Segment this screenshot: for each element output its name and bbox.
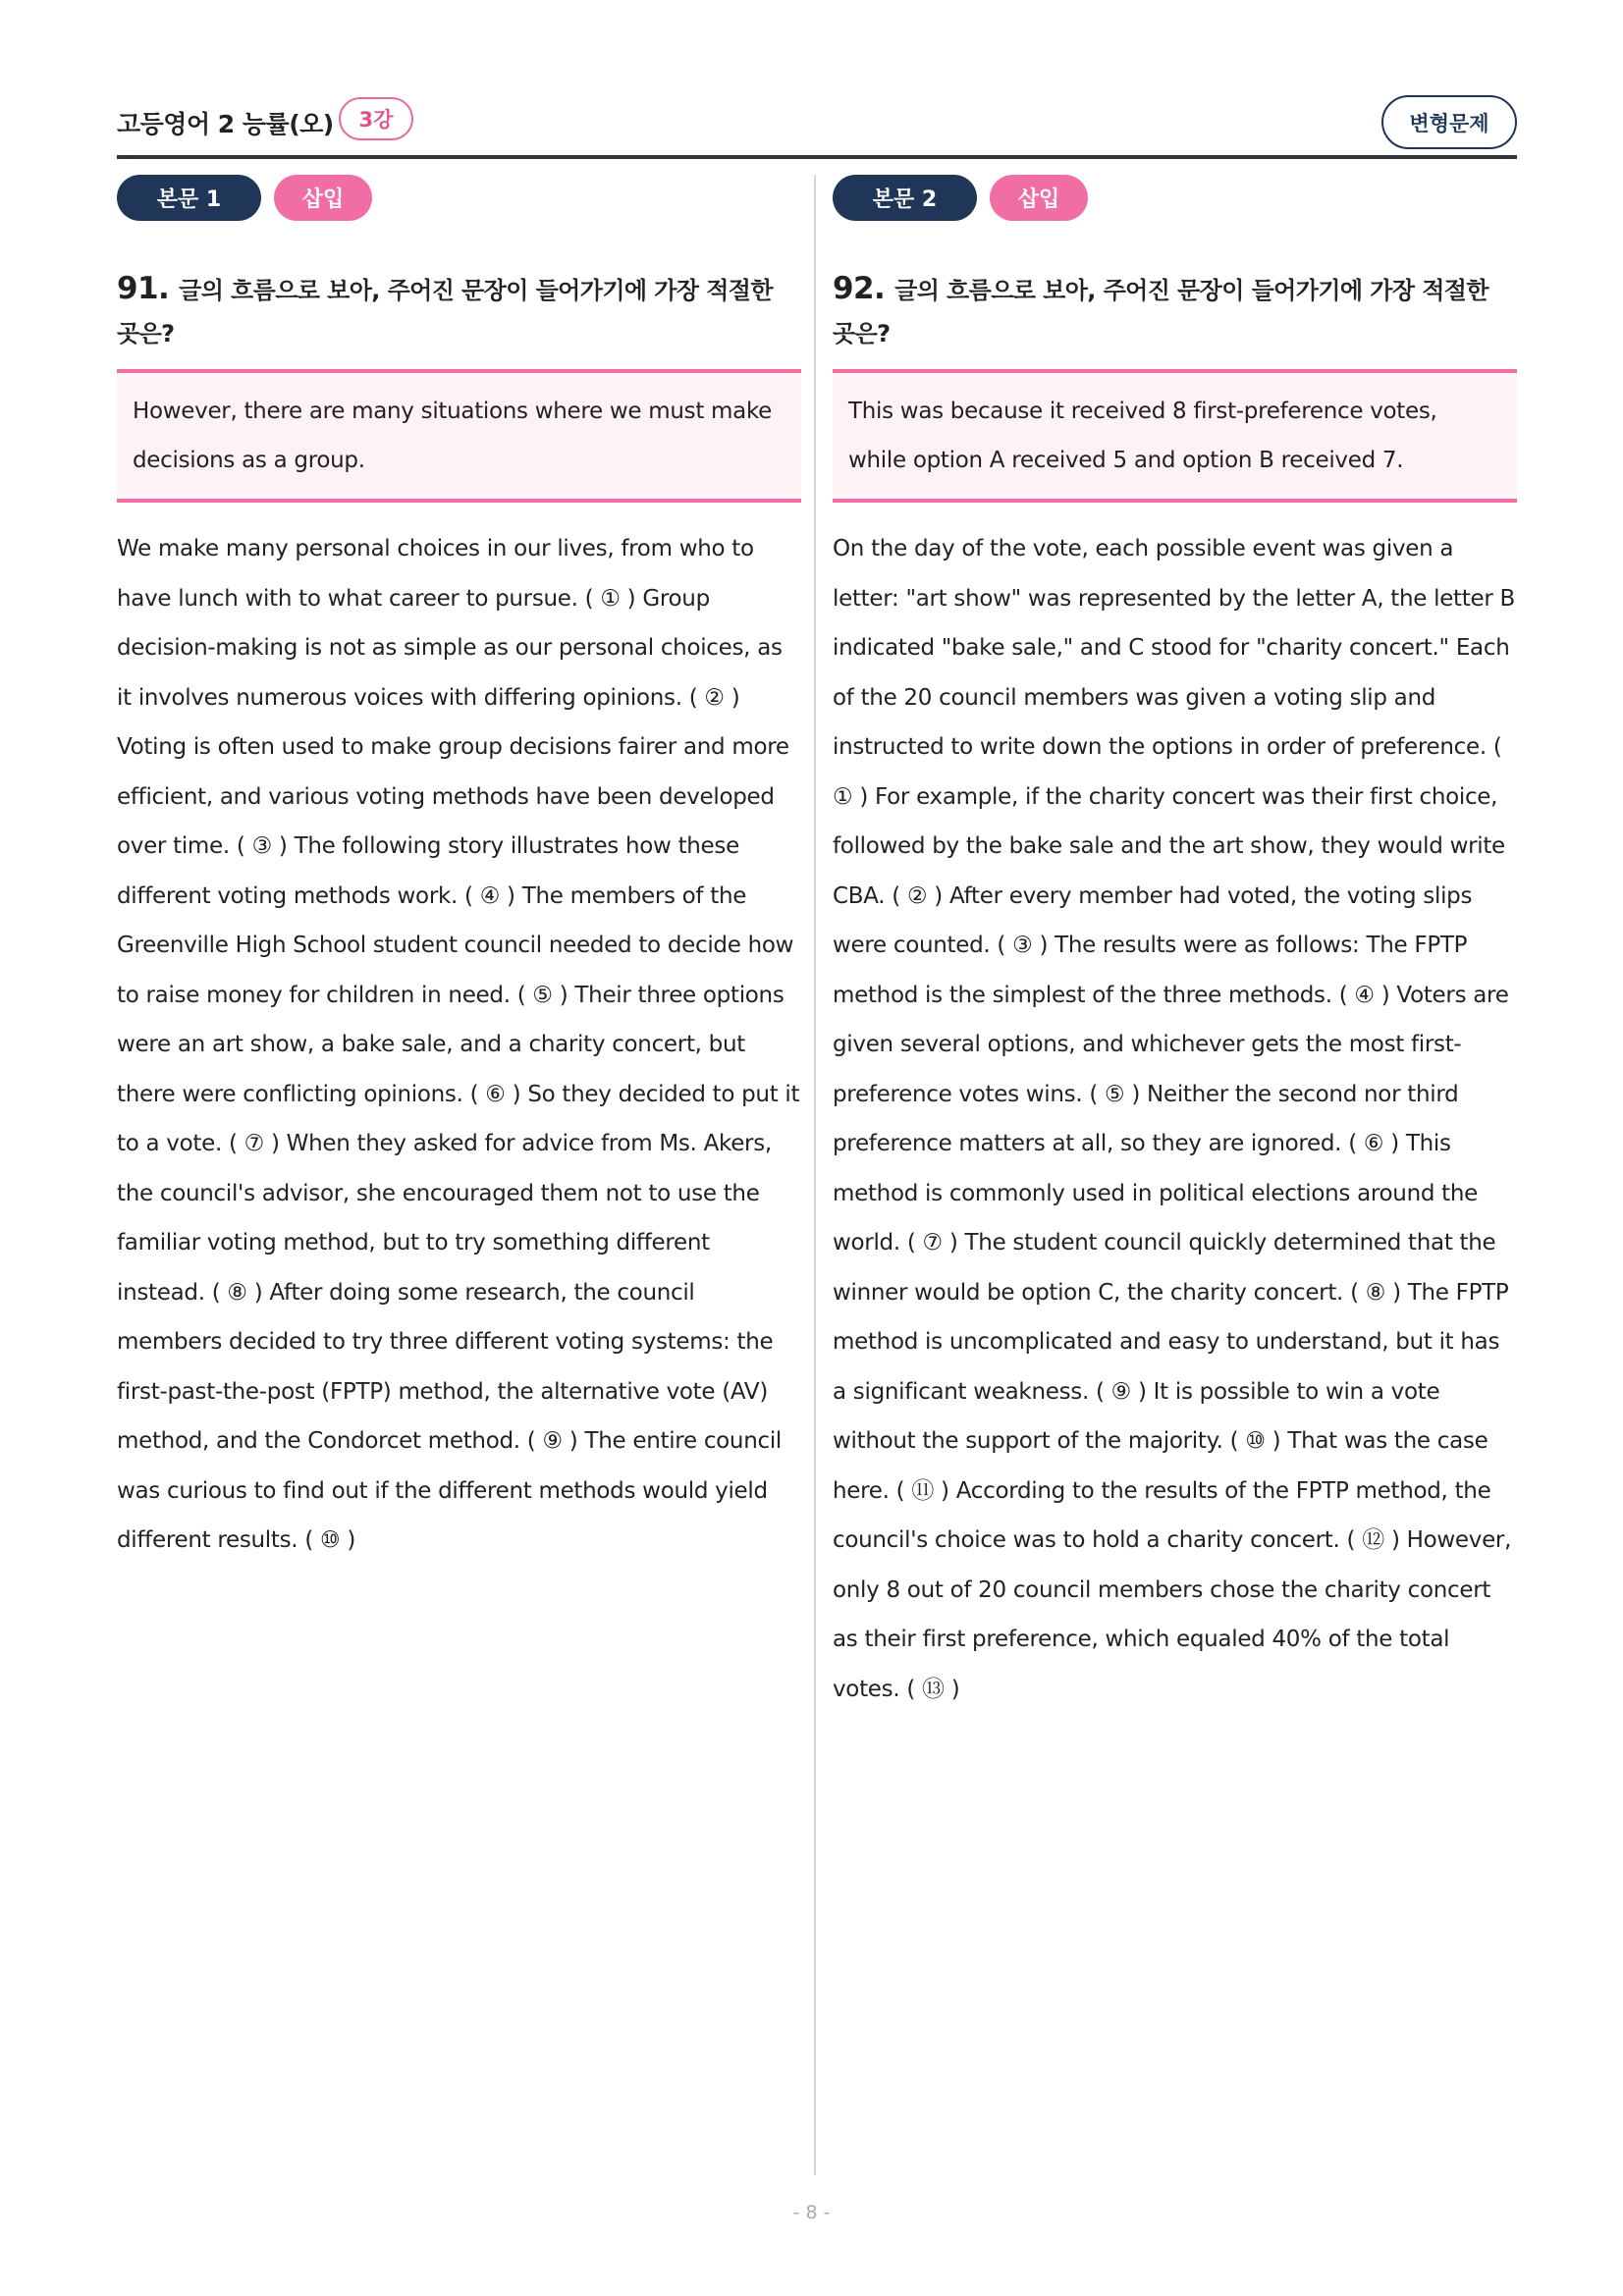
right-column — [833, 175, 1517, 1714]
question-number: 91. — [117, 271, 170, 306]
page-number: - 8 - — [792, 2202, 831, 2223]
passage-text: We make many personal choices in our lives, from who to have lunch with to what career to pursue. ( ① ) Group decision-making is not as simple as our personal choices, as it involves numerous voices with differing opinions. ( ② ) Voting is often used to make group decisions fairer and more efficient, and various voting methods have been developed over time. ( ③ ) The following story illustrates how these different voting methods work. ( ④ ) The members of the Greenville High School student council needed to decide how to raise money for children in need. ( ⑤ ) Their three options were an art show, a bake sale, and a charity concert, but there were conflicting opinions. ( ⑥ ) So they decided to put it to a vote. ( ⑦ ) When they asked for advice from Ms. Akers, the council's advisor, she encouraged them not to use the familiar voting method, but to try something different instead. ( ⑧ ) After doing some research, the council members decided to try three different voting systems: the first-past-the-post (FPTP) method, the alternative vote (AV) method, and the Condorcet method. ( ⑨ ) The entire council was curious to find out if the different methods would yield different results. ( ⑩ ) — [117, 536, 800, 1553]
question-prompt — [117, 267, 801, 355]
question-number: 92. — [833, 271, 886, 306]
tag-row — [117, 175, 801, 222]
passage-text: On the day of the vote, each possible event was given a letter: "art show" was represented by the letter A, the letter B indicated "bake sale," and C stood for "charity concert." Each of the 20 council members was given a voting slip and instructed to write down the options in order of preference. ( ① ) For example, if the charity concert was their first choice, followed by the bake sale and the art show, they would write CBA. ( ② ) After every member had voted, the voting slips were counted. ( ③ ) The results were as follows: The FPTP method is the simplest of the three methods. ( ④ ) Voters are given several options, and whichever gets the most first-preference votes wins. ( ⑤ ) Neither the second nor third preference matters at all, so they are ignored. ( ⑥ ) This method is commonly used in political elections around the world. ( ⑦ ) The student council quickly determined that the winner would be option C, the charity concert. ( ⑧ ) The FPTP method is uncomplicated and easy to understand, but it has a significant weakness. ( ⑨ ) It is possible to win a vote without the support of the majority. ( ⑩ ) That was the case here. ( ⑪ ) According to the results of the FPTP method, the council's choice was to hold a charity concert. ( ⑫ ) However, only 8 out of 20 council members chose the charity concert as their first preference, which equaled 40% of the total votes. ( ⑬ ) — [833, 536, 1515, 1702]
question-type-tag: 삽입 — [990, 175, 1088, 221]
lesson-badge: 3강 — [339, 97, 413, 140]
column-divider — [814, 175, 816, 2175]
question-text: 글의 흐름으로 보아, 주어진 문장이 들어가기에 가장 적절한 곳은? — [117, 277, 773, 347]
question-type-badge: 변형문제 — [1381, 95, 1517, 149]
tag-row — [833, 175, 1517, 222]
given-sentence-box: However, there are many situations where we must make decisions as a group. — [117, 369, 801, 503]
passage-tag: 본문 1 — [117, 175, 261, 221]
left-column — [117, 175, 801, 1566]
question-text: 글의 흐름으로 보아, 주어진 문장이 들어가기에 가장 적절한 곳은? — [833, 277, 1488, 347]
passage-tag: 본문 2 — [833, 175, 977, 221]
page-header — [117, 95, 1517, 154]
book-title: 고등영어 2 능률(오) — [117, 110, 334, 138]
given-sentence-box: This was because it received 8 first-preference votes, while option A received 5 and option B received 7. — [833, 369, 1517, 503]
header-divider — [117, 155, 1517, 159]
question-prompt — [833, 267, 1517, 355]
question-type-tag: 삽입 — [274, 175, 372, 221]
